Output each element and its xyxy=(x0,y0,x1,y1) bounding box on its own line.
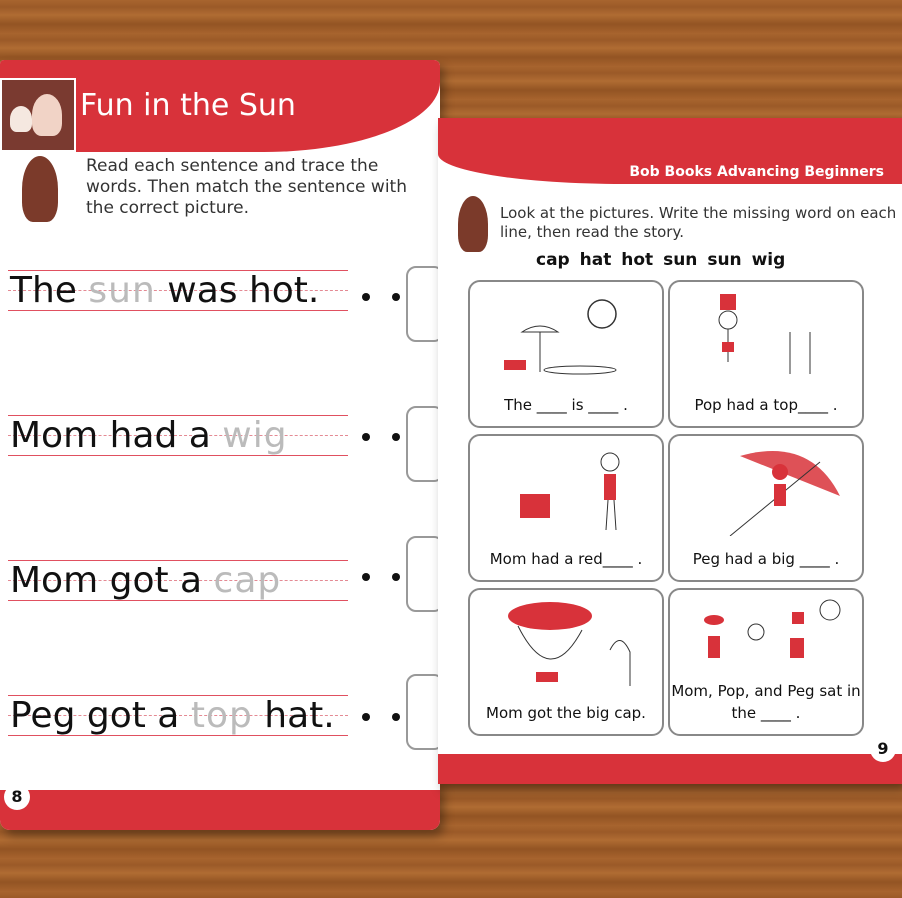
mom-big-cap-picture xyxy=(470,590,662,690)
left-page-footer xyxy=(0,790,440,830)
story-panel-3 xyxy=(468,434,664,582)
kid-character-icon xyxy=(22,156,58,222)
kid-character-icon xyxy=(458,196,488,252)
trace-word: sun xyxy=(88,270,156,311)
story-panel-1 xyxy=(468,280,664,428)
sentence-text: Mom got a xyxy=(10,560,203,601)
peg-umbrella-picture xyxy=(670,436,862,536)
sentence-text: was hot. xyxy=(167,270,320,311)
left-page xyxy=(0,60,440,830)
beach-sun-picture xyxy=(470,282,662,382)
match-dot[interactable] xyxy=(362,433,370,441)
picture-thumbnail xyxy=(406,674,440,750)
panel-caption: Mom, Pop, and Peg sat in the ____ . xyxy=(671,682,861,722)
mom-red-suit-picture xyxy=(470,436,662,536)
match-dot[interactable] xyxy=(392,433,400,441)
match-dot[interactable] xyxy=(362,293,370,301)
sentence-text: The xyxy=(10,270,77,311)
sentence-text: hat. xyxy=(264,695,335,736)
panel-caption: The ____ is ____ . xyxy=(504,396,628,414)
page-number: 8 xyxy=(4,784,30,810)
story-panel-5 xyxy=(468,588,664,736)
panel-caption: Pop had a top____ . xyxy=(694,396,838,414)
panel-caption: Peg had a big ____ . xyxy=(692,550,840,568)
family-in-sun-picture xyxy=(670,590,862,690)
match-dot[interactable] xyxy=(392,293,400,301)
story-panel-4 xyxy=(668,434,864,582)
panel-caption: Mom had a red____ . xyxy=(489,550,643,568)
trace-word: top xyxy=(190,695,253,736)
picture-thumbnail xyxy=(406,406,440,482)
right-instruction: Look at the pictures. Write the missing word on each line, then read the story. xyxy=(500,204,897,241)
sentence-text: Mom had a xyxy=(10,415,211,456)
page-title: Fun in the Sun xyxy=(80,88,296,123)
word-bank: cap hat hot sun sun wig xyxy=(536,250,786,270)
panel-caption: Mom got the big cap. xyxy=(486,704,646,722)
match-dot[interactable] xyxy=(362,713,370,721)
page-number: 9 xyxy=(870,736,896,762)
story-panel-2 xyxy=(668,280,864,428)
right-page xyxy=(438,118,902,784)
characters-avatar xyxy=(0,78,76,152)
left-instruction: Read each sentence and trace the words. Then match the sentence with the correct picture. xyxy=(86,156,407,218)
match-dot[interactable] xyxy=(392,713,400,721)
trace-word: wig xyxy=(222,415,288,456)
trace-word: cap xyxy=(213,560,282,601)
match-dot[interactable] xyxy=(392,573,400,581)
right-page-footer xyxy=(438,754,902,784)
picture-thumbnail xyxy=(406,266,440,342)
picture-thumbnail xyxy=(406,536,440,612)
series-title: Bob Books Advancing Beginners xyxy=(629,164,884,180)
pop-top-hat-picture xyxy=(670,282,862,382)
sentence-text: Peg got a xyxy=(10,695,180,736)
story-panel-6 xyxy=(668,588,864,736)
match-dot[interactable] xyxy=(362,573,370,581)
left-page-header xyxy=(0,60,440,152)
